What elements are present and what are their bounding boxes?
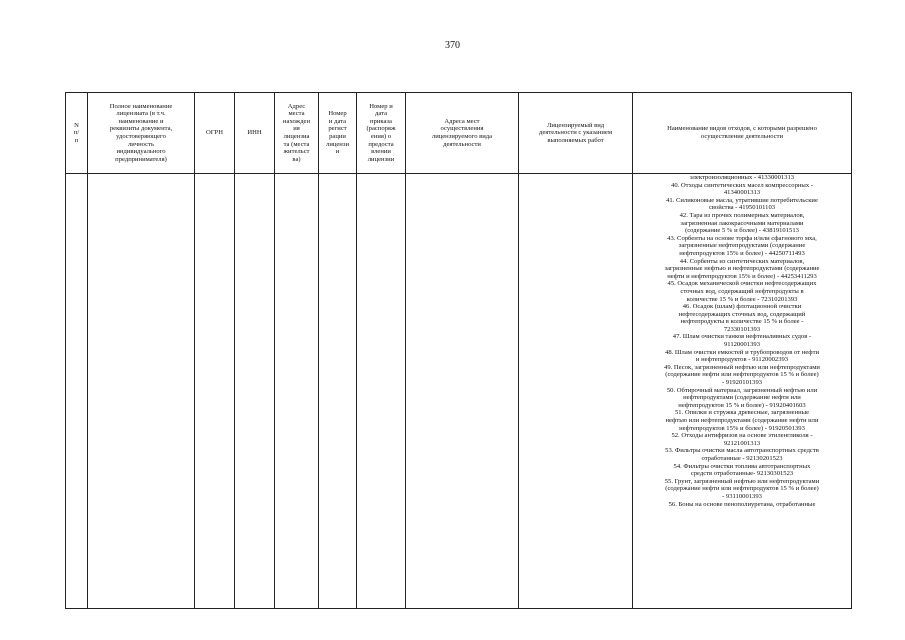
waste-type-line: электроизоляционных - 41330001313 xyxy=(689,174,795,181)
waste-type-line: 55. Грунт, загрязненный нефтью или нефтепродуктами xyxy=(664,477,820,485)
waste-type-line: 47. Шлам очистки танков нефтеналивных судов - xyxy=(672,333,812,341)
cell-activity-addresses xyxy=(406,174,519,609)
cell-row-number xyxy=(66,174,88,609)
waste-type-line: 44. Сорбенты из синтетических материалов, xyxy=(679,257,805,265)
waste-type-line: загрязненная лакокрасочными материалами xyxy=(680,219,804,227)
header-order-number: Номер и дата приказа (распоряж ения) о предоста влении лицензии xyxy=(357,93,406,174)
waste-type-line: 54. Фильтры очистки топлива автотранспортных xyxy=(673,462,811,470)
waste-type-line: 51. Опилки и стружка древесные, загрязненные xyxy=(675,409,809,417)
waste-type-line: 41340001313 xyxy=(723,189,761,197)
page-number: 370 xyxy=(445,40,460,51)
waste-type-line: сточных вод, содержащий нефтепродукты в xyxy=(680,287,804,295)
waste-type-line: загрязненные нефтепродуктами (содержание xyxy=(678,242,806,250)
waste-type-line: свойства - 41950101103 xyxy=(708,204,776,212)
waste-type-line: 72330101393 xyxy=(723,325,761,333)
header-registration-number: Номер и дата регист рации лицензи и xyxy=(319,93,357,174)
waste-type-line: нефтепродуктов 15% и более) - 91920501393 xyxy=(679,424,805,432)
header-licensee-name: Полное наименование лицензиата (в т.ч. наименование и реквизиты документа, удостоверяющего личность индивидуального предпринимателя) xyxy=(88,93,195,174)
waste-type-line: нефти и нефтепродуктов 15% и более) - 44253411293 xyxy=(667,272,817,280)
waste-type-line: 46. Осадок (шлам) флотационной очистки xyxy=(682,303,802,311)
waste-type-line: - 91920101393 xyxy=(721,379,763,387)
cell-registration-number xyxy=(319,174,357,609)
waste-type-line: (содержание нефти или нефтепродуктов 15 % и более) xyxy=(665,371,819,379)
waste-type-line: 45. Осадок механической очистки нефтесодержащих xyxy=(667,280,817,288)
table-row xyxy=(66,174,852,609)
header-licensee-address: Адрес места нахожден ия лицензиа та (места жительст ва) xyxy=(275,93,319,174)
waste-type-line: 56. Боны на основе пенополиуретана, отработанные xyxy=(668,500,816,508)
cell-activity-type xyxy=(519,174,633,609)
header-waste-types: Наименование видов отходов, с которыми разрешено осуществление деятельности xyxy=(633,93,852,174)
waste-type-line: 91120001393 xyxy=(723,341,761,349)
waste-type-line: 53. Фильтры очистки масла автотранспортных средств xyxy=(665,447,819,455)
waste-type-line: 42. Тара из прочих полимерных материалов, xyxy=(679,211,805,219)
waste-type-line: 52. Отходы антифризов на основе этиленгликоля - xyxy=(671,432,813,440)
license-registry-table xyxy=(65,92,852,609)
waste-type-line: (содержание нефти или нефтепродуктов 15 % и более) xyxy=(665,485,819,493)
waste-type-line: загрязненные нефтью и нефтепродуктами (содержание xyxy=(664,265,820,273)
waste-type-line: нефтесодержащих сточных вод, содержащий xyxy=(678,310,806,318)
header-row-number: N п/ п xyxy=(66,93,88,174)
waste-type-line: нефтью или нефтепродуктами (содержание нефти или xyxy=(665,417,819,424)
waste-type-line: нефтепродукты в количестве 15 % и более - xyxy=(680,318,804,326)
waste-type-line: (содержание 5 % и более) - 43819101513 xyxy=(685,227,799,235)
waste-type-line: 49. Песок, загрязненный нефтью или нефтепродуктами xyxy=(664,363,820,371)
waste-type-line: количестве 15 % и более - 72310201393 xyxy=(686,295,798,303)
waste-type-line: 48. Шлам очистки емкостей и трубопроводов от нефти xyxy=(665,348,819,356)
cell-licensee-address xyxy=(275,174,319,609)
waste-type-line: и нефтепродуктов - 91120002393 xyxy=(695,356,789,364)
header-activity-addresses: Адреса мест осуществления лицензируемого вида деятельности xyxy=(406,93,519,174)
waste-type-line: 43. Сорбенты на основе торфа и/или сфагнового мха, xyxy=(667,234,817,242)
cell-licensee-name xyxy=(88,174,195,609)
waste-type-line: нефтепродуктов 15 % и более) - 91920401603 xyxy=(678,401,806,409)
waste-type-line: 92121001313 xyxy=(723,439,761,447)
waste-type-list xyxy=(634,174,850,508)
table-header-row xyxy=(66,93,852,174)
waste-type-line: 50. Обтирочный материал, загрязненный нефтью или xyxy=(666,386,818,394)
waste-type-line: средств отработанные- 92130301523 xyxy=(690,470,794,478)
cell-waste-types xyxy=(633,174,852,609)
header-activity-type: Лицензируемый вид деятельности с указанием выполняемых работ xyxy=(519,93,633,174)
cell-order-number xyxy=(357,174,406,609)
header-ogrn: ОГРН xyxy=(195,93,235,174)
waste-type-line: нефтепродуктов 15% и более) - 44250711493 xyxy=(679,249,805,257)
waste-type-line: нефтепродуктами (содержание нефти или xyxy=(683,394,801,402)
waste-type-line: - 93110001393 xyxy=(722,492,762,500)
cell-ogrn xyxy=(195,174,235,609)
waste-type-line: 41. Силиконовые масла, утратившие потребительские xyxy=(666,196,818,204)
waste-type-line: отработанные - 92130201523 xyxy=(701,454,783,462)
header-inn: ИНН xyxy=(235,93,275,174)
cell-inn xyxy=(235,174,275,609)
waste-type-line: 40. Отходы синтетических масел компрессорных - xyxy=(671,181,813,189)
